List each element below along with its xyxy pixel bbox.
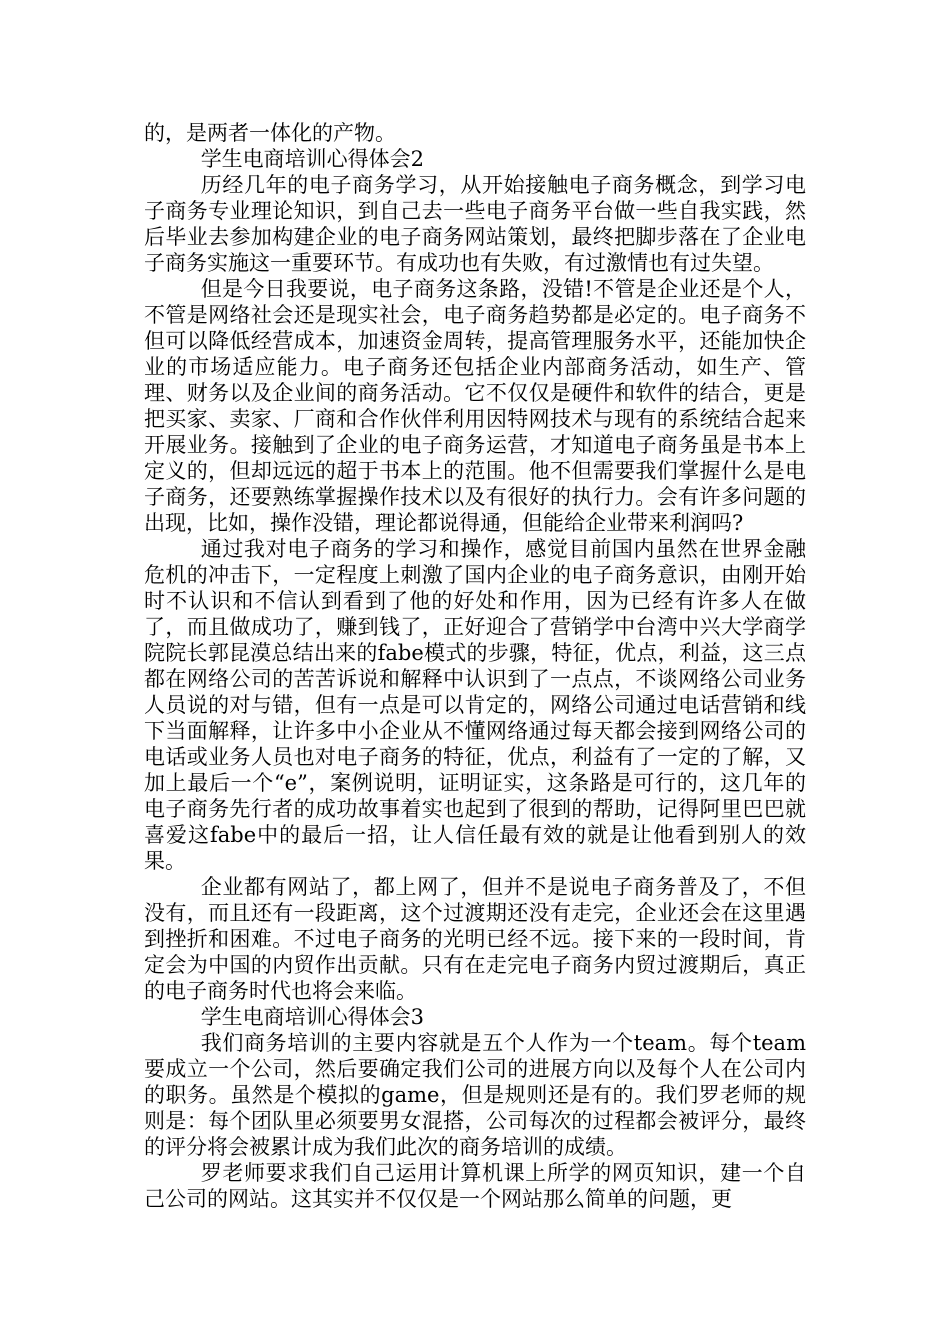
- section-heading-2: 学生电商培训心得体会2: [200, 147, 425, 171]
- document-page: [144, 120, 806, 1212]
- paragraph: 历经几年的电子商务学习，从开始接触电子商务概念，到学习电子商务专业理论知识，到自己去一些电子商务平台做一些自我实践，然后毕业去参加构建企业的电子商务网站策划，最终把脚步落在了企业电子商务实施这一重要环节。有成功也有失败，有过激情也有过失望。: [144, 173, 806, 275]
- paragraph: 企业都有网站了，都上网了，但并不是说电子商务普及了，不但没有，而且还有一段距离，这个过渡期还没有走完，企业还会在这里遇到挫折和困难。不过电子商务的光明已经不远。接下来的一段时间，肯定会为中国的内贸作出贡献。只有在走完电子商务内贸过渡期后，真正的电子商务时代也将会来临。: [144, 875, 806, 1003]
- paragraph: 罗老师要求我们自己运用计算机课上所学的网页知识，建一个自己公司的网站。这其实并不仅仅是一个网站那么简单的问题，更: [144, 1161, 806, 1211]
- paragraph: 通过我对电子商务的学习和操作，感觉目前国内虽然在世界金融危机的冲击下，一定程度上刺激了国内企业的电子商务意识，由刚开始时不认识和不信认到看到了他的好处和作用，因为已经有许多人在做了，而且做成功了，赚到钱了，正好迎合了营销学中台湾中兴大学商学院院长郭昆漠总结出来的fabe模式的步骤，特征，优点，利益，这三点都在网络公司的苦苦诉说和解释中认识到了一点点，不谈网络公司业务人员说的对与错，但有一点是可以肯定的，网络公司通过电话营销和线下当面解释，让许多中小企业从不懂网络通过每天都会接到网络公司的电话或业务人员也对电子商务的特征，优点，利益有了一定的了解，又加上最后一个“e”，案例说明，证明证实，这条路是可行的，这几年的电子商务先行者的成功故事着实也起到了很到的帮助，记得阿里巴巴就喜爱这fabe中的最后一招，让人信任最有效的就是让他看到别人的效果。: [144, 537, 806, 873]
- paragraph: 我们商务培训的主要内容就是五个人作为一个team。每个team要成立一个公司，然后要确定我们公司的进展方向以及每个人在公司内的职务。虽然是个模拟的game，但是规则还是有的。我们罗老师的规则是：每个团队里必须要男女混搭，公司每次的过程都会被评分，最终的评分将会被累计成为我们此次的商务培训的成绩。: [144, 1031, 806, 1159]
- paragraph: 但是今日我要说，电子商务这条路，没错!不管是企业还是个人，不管是网络社会还是现实社会，电子商务趋势都是必定的。电子商务不但可以降低经营成本，加速资金周转，提高管理服务水平，还能加快企业的市场适应能力。电子商务还包括企业内部商务活动，如生产、管理、财务以及企业间的商务活动。它不仅仅是硬件和软件的结合，更是把买家、卖家、厂商和合作伙伴利用因特网技术与现有的系统结合起来开展业务。接触到了企业的电子商务运营，才知道电子商务虽是书本上定义的，但却远远的超于书本上的范围。他不但需要我们掌握什么是电子商务，还要熟练掌握操作技术以及有很好的执行力。会有许多问题的出现，比如，操作没错，理论都说得通，但能给企业带来利润吗?: [144, 277, 806, 535]
- section-heading-3: 学生电商培训心得体会3: [200, 1005, 425, 1029]
- paragraph-continuation: 的，是两者一体化的产物。: [144, 121, 396, 145]
